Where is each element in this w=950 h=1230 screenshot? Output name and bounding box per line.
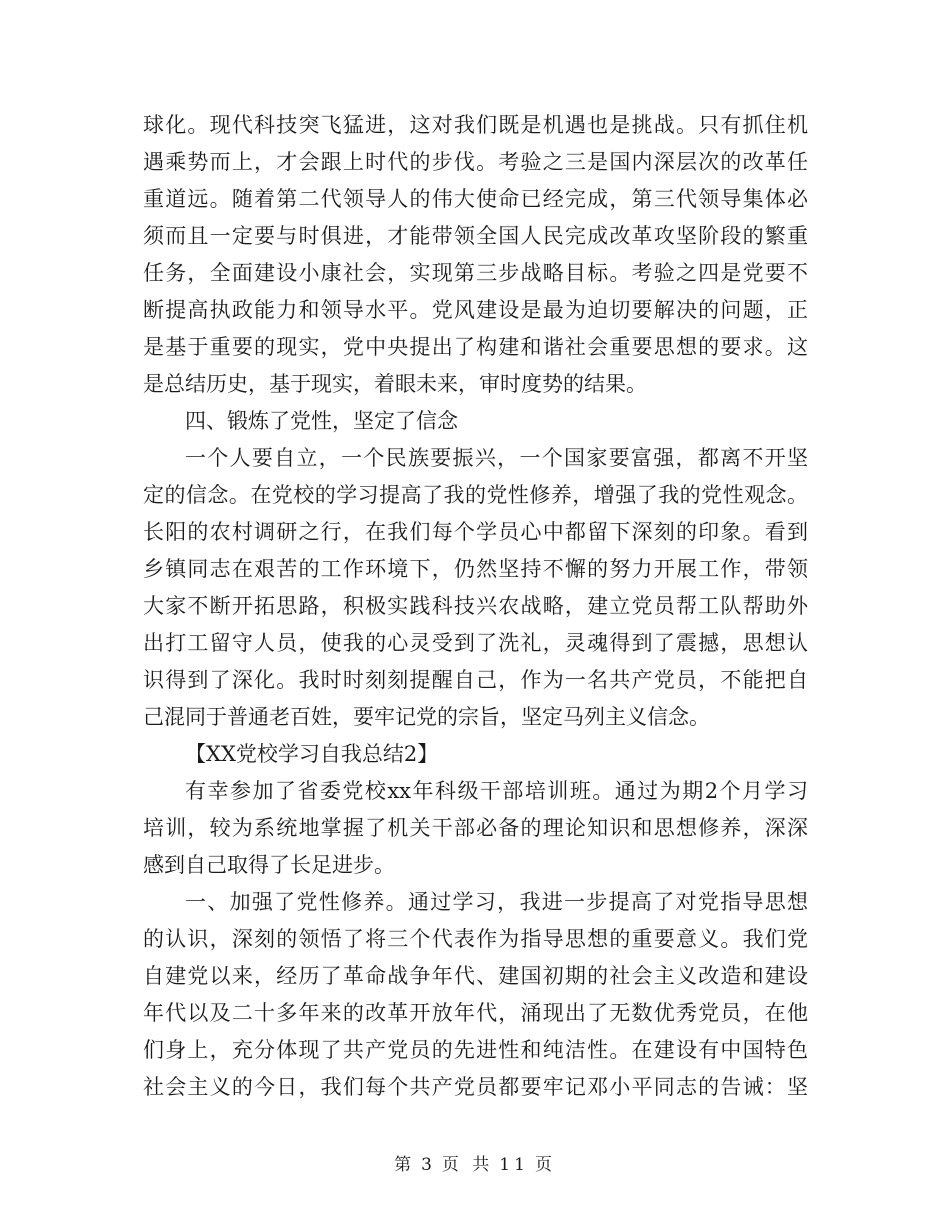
text-line: 定的信念。在党校的学习提高了我的党性修养，增强了我的党性观念。 bbox=[143, 483, 808, 507]
text-line: 须而且一定要与时俱进，才能带领全国人民完成改革攻坚阶段的繁重 bbox=[143, 224, 808, 248]
text-line: 是基于重要的现实，党中央提出了构建和谐社会重要思想的要求。这 bbox=[143, 335, 808, 359]
document-body bbox=[143, 107, 808, 1106]
text-line: 遇乘势而上，才会跟上时代的步伐。考验之三是国内深层次的改革任 bbox=[143, 150, 808, 174]
text-line: 任务，全面建设小康社会，实现第三步战略目标。考验之四是党要不 bbox=[143, 261, 808, 285]
footer-total-pages: 11 bbox=[499, 1155, 529, 1175]
text-line: 出打工留守人员，使我的心灵受到了洗礼，灵魂得到了震撼，思想认 bbox=[143, 631, 808, 655]
text-line: 断提高执政能力和领导水平。党风建设是最为迫切要解决的问题，正 bbox=[143, 298, 808, 322]
text-line: 一个人要自立，一个民族要振兴，一个国家要富强，都离不开坚 bbox=[185, 446, 808, 470]
page-footer bbox=[0, 1150, 950, 1175]
text-line: 自建党以来，经历了革命战争年代、建国初期的社会主义改造和建设 bbox=[143, 964, 808, 988]
text-line: 的认识，深刻的领悟了将三个代表作为指导思想的重要意义。我们党 bbox=[143, 927, 808, 951]
text-line: 社会主义的今日，我们每个共产党员都要牢记邓小平同志的告诫：坚 bbox=[143, 1075, 808, 1099]
footer-prefix: 第 bbox=[394, 1155, 416, 1175]
text-line: 大家不断开拓思路，积极实践科技兴农战略，建立党员帮工队帮助外 bbox=[143, 594, 808, 618]
footer-middle: 页 共 bbox=[441, 1155, 494, 1175]
text-line: 是总结历史，基于现实，着眼未来，审时度势的结果。 bbox=[143, 372, 647, 396]
text-line: 【XX党校学习自我总结2】 bbox=[185, 742, 439, 766]
text-line: 有幸参加了省委党校xx年科级干部培训班。通过为期2个月学习 bbox=[185, 779, 808, 803]
footer-current-page: 3 bbox=[421, 1155, 436, 1175]
text-line: 重道远。随着第二代领导人的伟大使命已经完成，第三代领导集体必 bbox=[143, 187, 808, 211]
text-line: 感到自己取得了长足进步。 bbox=[143, 853, 395, 877]
text-line: 们身上，充分体现了共产党员的先进性和纯洁性。在建设有中国特色 bbox=[143, 1038, 808, 1062]
text-line: 四、锻炼了党性，坚定了信念 bbox=[185, 409, 458, 433]
text-line: 长阳的农村调研之行，在我们每个学员心中都留下深刻的印象。看到 bbox=[143, 520, 808, 544]
text-line: 己混同于普通老百姓，要牢记党的宗旨，坚定马列主义信念。 bbox=[143, 705, 710, 729]
text-line: 培训，较为系统地掌握了机关干部必备的理论知识和思想修养，深深 bbox=[143, 816, 808, 840]
text-line: 年代以及二十多年来的改革开放年代，涌现出了无数优秀党员，在他 bbox=[143, 1001, 808, 1025]
text-line: 乡镇同志在艰苦的工作环境下，仍然坚持不懈的努力开展工作，带领 bbox=[143, 557, 808, 581]
text-line: 识得到了深化。我时时刻刻提醒自己，作为一名共产党员，不能把自 bbox=[143, 668, 808, 692]
text-line: 一、加强了党性修养。通过学习，我进一步提高了对党指导思想 bbox=[185, 890, 808, 914]
footer-suffix: 页 bbox=[534, 1155, 556, 1175]
text-line: 球化。现代科技突飞猛进，这对我们既是机遇也是挑战。只有抓住机 bbox=[143, 113, 808, 137]
